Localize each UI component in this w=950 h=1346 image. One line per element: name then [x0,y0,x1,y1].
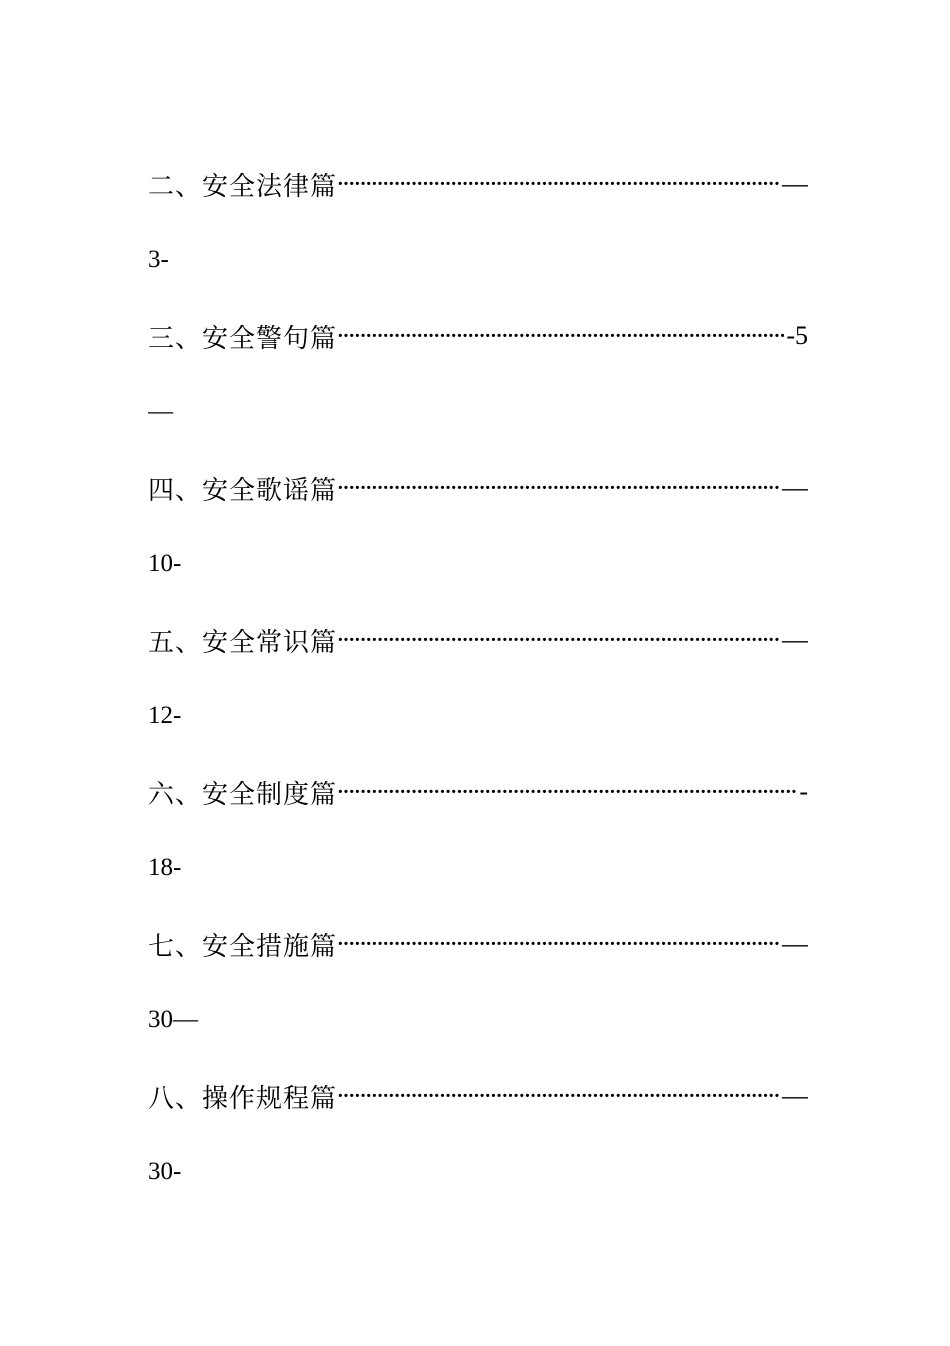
toc-entry-title [148,1058,808,1134]
toc-entry-page: 18- [148,854,182,881]
toc-entry-title [148,146,808,222]
dot-leader [337,630,780,650]
toc-entry-label: 三、安全警句篇 [148,323,338,354]
toc-entry-label: 二、安全法律篇 [148,171,338,202]
toc-entry-page: 30— [148,1006,198,1033]
toc-entry-title [148,602,808,678]
toc-entry-tail: - [799,777,808,806]
table-of-contents [148,146,808,1210]
dot-leader [337,934,780,954]
toc-entry-page: 3- [148,246,169,273]
toc-entry-title [148,754,808,830]
toc-entry-page: 30- [148,1158,182,1185]
toc-entry-label: 六、安全制度篇 [148,779,338,810]
toc-entry-page: 10- [148,550,182,577]
toc-entry-title [148,450,808,526]
toc-entry-tail: — [782,473,808,502]
toc-entry-page: 12- [148,702,182,729]
dot-leader [337,478,780,498]
dot-leader [337,326,784,346]
toc-entry-tail: — [782,169,808,198]
toc-entry-tail: -5 [786,321,808,350]
toc-entry-title [148,298,808,374]
dot-leader [337,1086,780,1106]
dot-leader [337,782,797,802]
toc-entry-label: 七、安全措施篇 [148,931,338,962]
dot-leader [337,174,780,194]
toc-entry-title [148,906,808,982]
toc-entry-label: 四、安全歌谣篇 [148,475,338,506]
toc-entry-tail: — [782,625,808,654]
toc-entry-label: 五、安全常识篇 [148,627,338,658]
toc-entry-page: — [148,398,173,425]
toc-entry-tail: — [782,1081,808,1110]
toc-entry-tail: — [782,929,808,958]
toc-entry-label: 八、操作规程篇 [148,1083,338,1114]
